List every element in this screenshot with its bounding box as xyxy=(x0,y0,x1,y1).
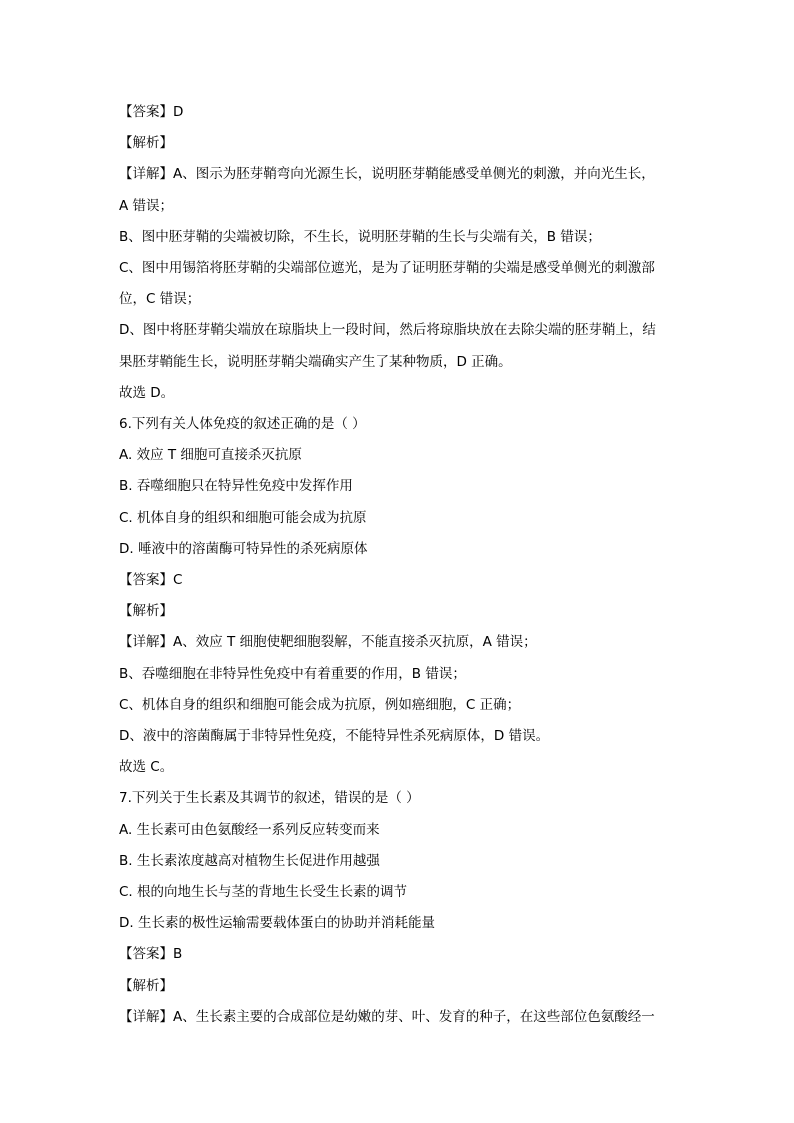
q5-detail-c-line1: C、图中用锡箔将胚芽鞘的尖端部位遮光，是为了证明胚芽鞘的尖端是感受单侧光的刺激部 xyxy=(119,260,655,277)
q6-option-a: A. 效应 T 细胞可直接杀灭抗原 xyxy=(119,447,302,464)
q6-option-b: B. 吞噬细胞只在特异性免疫中发挥作用 xyxy=(119,478,353,495)
q6-answer: 【答案】C xyxy=(119,572,183,589)
q7-option-a: A. 生长素可由色氨酸经一系列反应转变而来 xyxy=(119,821,380,838)
q6-option-c: C. 机体自身的组织和细胞可能会成为抗原 xyxy=(119,509,367,526)
q6-detail-d: D、液中的溶菌酶属于非特异性免疫，不能特异性杀死病原体，D 错误。 xyxy=(119,728,550,745)
q5-answer: 【答案】D xyxy=(119,104,184,120)
q6-stem: 6.下列有关人体免疫的叙述正确的是（ ） xyxy=(119,416,366,433)
q7-option-b: B. 生长素浓度越高对植物生长促进作用越强 xyxy=(119,852,380,869)
q5-detail-a-line1: 【详解】A、图示为胚芽鞘弯向光源生长，说明胚芽鞘能感受单侧光的刺激，并向光生长， xyxy=(119,166,655,183)
q6-detail-a: 【详解】A、效应 T 细胞使靶细胞裂解，不能直接杀灭抗原，A 错误； xyxy=(119,634,537,651)
q6-choose: 故选 C。 xyxy=(119,759,174,776)
q5-detail-d-line2: 果胚芽鞘能生长，说明胚芽鞘尖端确实产生了某种物质，D 正确。 xyxy=(119,353,512,370)
q7-option-d: D. 生长素的极性运输需要载体蛋白的协助并消耗能量 xyxy=(119,915,435,932)
q5-detail-c-line2: 位，C 错误； xyxy=(119,291,201,308)
q6-option-d: D. 唾液中的溶菌酶可特异性的杀死病原体 xyxy=(119,540,368,557)
q6-detail-c: C、机体自身的组织和细胞可能会成为抗原，例如癌细胞，C 正确； xyxy=(119,696,521,713)
q7-option-c: C. 根的向地生长与茎的背地生长受生长素的调节 xyxy=(119,884,408,901)
q7-stem: 7.下列关于生长素及其调节的叙述，错误的是（ ） xyxy=(119,790,420,807)
q7-analysis-label: 【解析】 xyxy=(119,977,173,994)
q5-detail-a-line2: A 错误； xyxy=(119,197,174,214)
document-page xyxy=(119,97,679,1033)
q6-detail-b: B、吞噬细胞在非特异性免疫中有着重要的作用，B 错误； xyxy=(119,665,466,682)
q5-detail-b: B、图中胚芽鞘的尖端被切除，不生长，说明胚芽鞘的生长与尖端有关，B 错误； xyxy=(119,228,601,245)
q5-choose: 故选 D。 xyxy=(119,384,175,401)
q5-detail-d-line1: D、图中将胚芽鞘尖端放在琼脂块上一段时间，然后将琼脂块放在去除尖端的胚芽鞘上，结 xyxy=(119,322,656,339)
q5-analysis-label: 【解析】 xyxy=(119,135,173,152)
q6-analysis-label: 【解析】 xyxy=(119,603,173,620)
q7-detail-a-line1: 【详解】A、生长素主要的合成部位是幼嫩的芽、叶、发育的种子，在这些部位色氨酸经一 xyxy=(119,1008,655,1025)
q7-answer: 【答案】B xyxy=(119,946,183,963)
